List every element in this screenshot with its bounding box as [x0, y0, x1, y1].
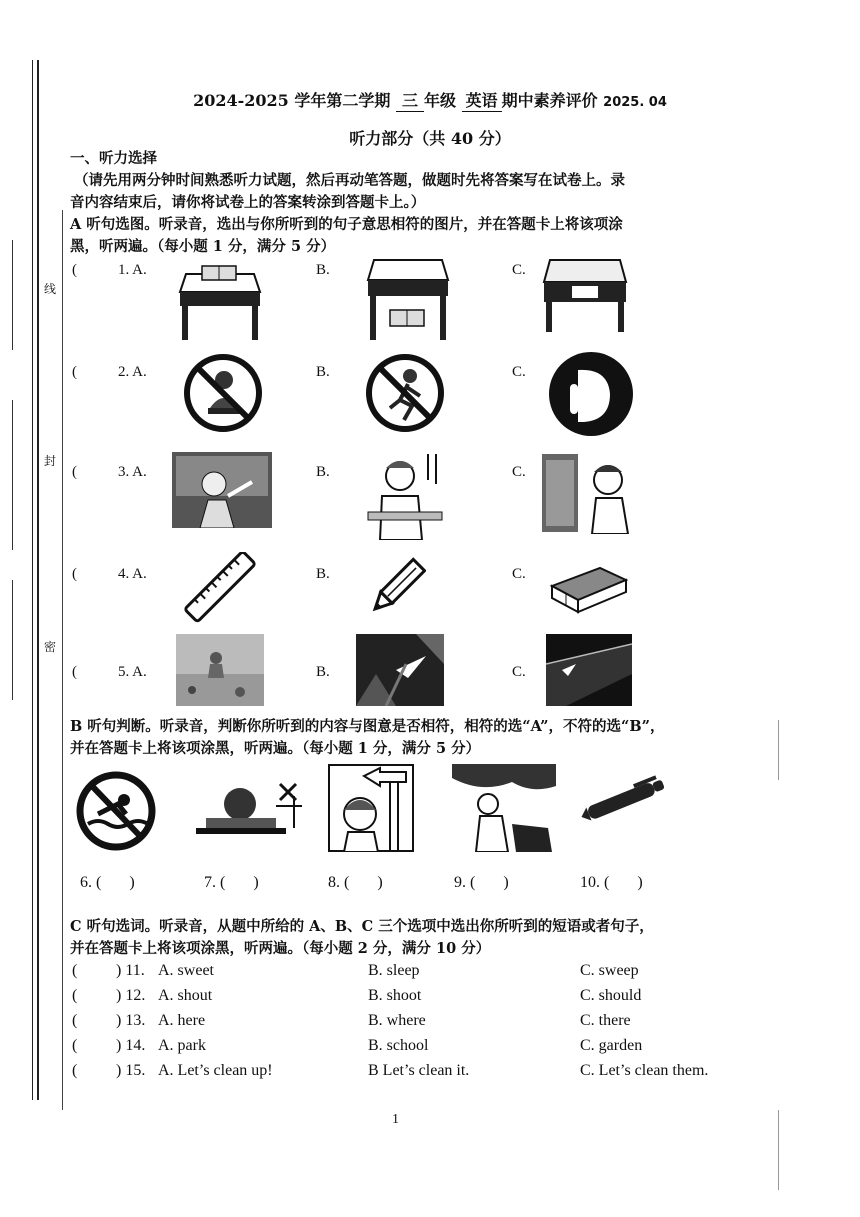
no-eating-sign-icon	[182, 350, 264, 436]
q12-paren[interactable]: (	[72, 987, 78, 1004]
q12-option-b: B. shoot	[368, 987, 422, 1004]
partB-instr-2: 并在答题卡上将该项涂黑，听两遍。（每小题 1 分，满分 5 分）	[70, 740, 481, 757]
binding-blanks	[0, 230, 26, 710]
part1-heading: 一、听力选择	[70, 150, 157, 167]
title-date: 2025. 04	[603, 95, 667, 110]
q5-label: 5. A.	[118, 664, 147, 680]
paper-plane-tree-image	[356, 634, 444, 706]
q14-option-c: C. garden	[580, 1037, 643, 1054]
q3-paren: (	[72, 464, 77, 480]
q11-option-c: C. sweep	[580, 962, 639, 979]
q11-row	[72, 962, 772, 984]
girl-and-door-image	[542, 450, 634, 534]
q14-option-b: B. school	[368, 1037, 429, 1054]
q4-c-label: C.	[512, 566, 526, 582]
ruler-icon	[184, 552, 256, 624]
kite-field-image	[176, 634, 264, 706]
q3-label: 3. A.	[118, 464, 147, 480]
page-number: 1	[392, 1112, 399, 1127]
q3-b-label: B.	[316, 464, 330, 480]
q7-answer[interactable]: 7. ( )	[204, 874, 259, 891]
partC-instr-1: C 听句选词。听录音，从题中所给的 A、B、C 三个选项中选出你所听到的短语或者句子，	[70, 918, 654, 935]
binding-line-right	[62, 210, 63, 1110]
q1-c-label: C.	[512, 262, 526, 278]
q14-num: ) 14.	[116, 1037, 146, 1054]
q13-paren[interactable]: (	[72, 1012, 78, 1029]
pen-icon	[578, 774, 674, 824]
desk-book-in-icon	[542, 256, 628, 334]
q8-answer[interactable]: 8. ( )	[328, 874, 383, 891]
q13-num: ) 13.	[116, 1012, 146, 1029]
q13-option-b: B. where	[368, 1012, 426, 1029]
q1-label: 1. A.	[118, 262, 147, 278]
desk-book-on-icon	[178, 256, 262, 342]
title-grade-suffix: 年级	[423, 91, 456, 110]
binding-line-outer	[32, 60, 33, 1100]
q2-paren: (	[72, 364, 77, 380]
title-subject: 英语	[462, 88, 502, 112]
partB-instr-1: B 听句判断。听录音，判断你所听到的内容与图意是否相符，相符的选“A”，不符的选“B”，	[70, 718, 665, 735]
eraser-icon	[548, 562, 628, 614]
q14-row	[72, 1037, 772, 1059]
binding-line-inner	[37, 60, 39, 1100]
partA-instr-1: A 听句选图。听录音，选出与你所听到的句子意思相符的图片，并在答题卡上将该项涂	[70, 216, 623, 233]
seal-char-xian: 线	[44, 282, 57, 296]
q15-paren[interactable]: (	[72, 1062, 78, 1079]
partC-instr-2: 并在答题卡上将该项涂黑，听两遍。（每小题 2 分，满分 10 分）	[70, 940, 491, 957]
q11-paren[interactable]: (	[72, 962, 78, 979]
q1-b-label: B.	[316, 262, 330, 278]
q15-option-a: A. Let’s clean up!	[158, 1062, 273, 1079]
quiet-sign-icon	[548, 350, 634, 438]
q4-label: 4. A.	[118, 566, 147, 582]
part1-instr-2: 音内容结束后，请你将试卷上的答案转涂到答题卡上。）	[70, 194, 426, 211]
no-swimming-sign-icon	[74, 770, 158, 852]
q15-option-b: B Let’s clean it.	[368, 1062, 470, 1079]
girl-exit-sign-image	[328, 764, 414, 852]
seal-char-mi: 密	[44, 640, 57, 654]
q12-option-a: A. shout	[158, 987, 213, 1004]
scan-edge-line	[778, 720, 779, 780]
section-title: 听力部分（共 40 分）	[349, 129, 511, 148]
q3-c-label: C.	[512, 464, 526, 480]
title-grade: 三	[396, 88, 424, 112]
girl-writing-board-image	[172, 452, 272, 528]
paper-plane-desk-image	[546, 634, 632, 706]
exam-title	[0, 88, 860, 112]
q9-answer[interactable]: 9. ( )	[454, 874, 509, 891]
q4-b-label: B.	[316, 566, 330, 582]
title-suffix: 期中素养评价	[501, 91, 598, 110]
q13-option-c: C. there	[580, 1012, 631, 1029]
q14-paren[interactable]: (	[72, 1037, 78, 1054]
q5-b-label: B.	[316, 664, 330, 680]
q11-num: ) 11.	[116, 962, 145, 979]
desk-book-under-icon	[366, 256, 450, 342]
q14-option-a: A. park	[158, 1037, 206, 1054]
q6-answer[interactable]: 6. ( )	[80, 874, 135, 891]
kids-outdoors-image	[452, 764, 556, 852]
boy-at-desk-image	[362, 450, 446, 540]
q15-option-c: C. Let’s clean them.	[580, 1062, 709, 1079]
q2-b-label: B.	[316, 364, 330, 380]
part1-instr-1: （请先用两分钟时间熟悉听力试题，然后再动笔答题，做题时先将答案写在试卷上。录	[74, 172, 625, 189]
title-prefix: 2024-2025 学年第二学期	[193, 91, 391, 110]
q13-option-a: A. here	[158, 1012, 206, 1029]
q15-row	[72, 1062, 772, 1084]
q15-num: ) 15.	[116, 1062, 146, 1079]
q5-c-label: C.	[512, 664, 526, 680]
q2-c-label: C.	[512, 364, 526, 380]
binding-margin	[28, 60, 68, 1100]
scan-edge-line-lower	[778, 1110, 779, 1190]
pencil-icon	[368, 556, 426, 618]
q12-num: ) 12.	[116, 987, 146, 1004]
seal-char-feng: 封	[44, 454, 57, 468]
partA-instr-2: 黑，听两遍。（每小题 1 分，满分 5 分）	[70, 238, 336, 255]
q1-paren: (	[72, 262, 77, 278]
sleeping-student-image	[196, 776, 304, 840]
no-running-sign-icon	[364, 350, 446, 436]
q2-label: 2. A.	[118, 364, 147, 380]
q13-row	[72, 1012, 772, 1034]
q10-answer[interactable]: 10. ( )	[580, 874, 643, 891]
q11-option-b: B. sleep	[368, 962, 420, 979]
q4-paren: (	[72, 566, 77, 582]
q12-option-c: C. should	[580, 987, 642, 1004]
q12-row	[72, 987, 772, 1009]
q11-option-a: A. sweet	[158, 962, 214, 979]
q5-paren: (	[72, 664, 77, 680]
